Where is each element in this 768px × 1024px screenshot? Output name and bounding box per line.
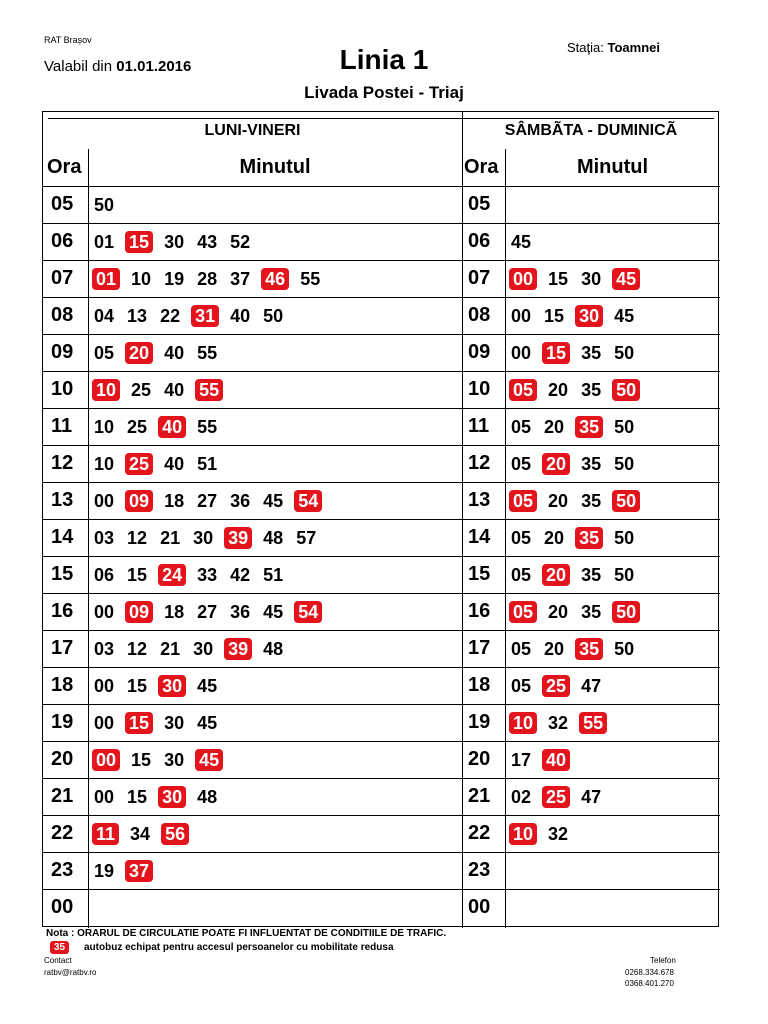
weekend-hour-cell: 08 xyxy=(468,304,491,326)
departure-minute: 05 xyxy=(511,527,532,548)
weekday-hour-cell: 15 xyxy=(51,563,74,585)
weekday-hour-cell: 07 xyxy=(51,267,74,289)
departure-minute: 51 xyxy=(263,564,284,585)
departure-minute: 51 xyxy=(197,453,218,474)
table-row xyxy=(43,667,720,704)
departure-minute: 20 xyxy=(548,601,569,622)
accessible-departure: 35 xyxy=(575,416,603,438)
accessible-departure: 31 xyxy=(191,305,219,327)
departure-minute: 40 xyxy=(164,379,185,400)
weekday-minutes-cell xyxy=(92,371,462,408)
accessible-departure: 09 xyxy=(125,601,153,623)
departure-minute: 10 xyxy=(131,268,152,289)
weekday-hour-cell: 13 xyxy=(51,489,74,511)
accessible-departure: 00 xyxy=(509,268,537,290)
accessible-departure: 40 xyxy=(542,749,570,771)
contact-email[interactable]: ratbv@ratbv.ro xyxy=(44,968,97,977)
departure-minute: 48 xyxy=(263,638,284,659)
weekend-hour-cell: 21 xyxy=(468,785,491,807)
departure-minute: 05 xyxy=(511,638,532,659)
weekday-hour-cell: 00 xyxy=(51,896,74,918)
weekend-hour-cell: 15 xyxy=(468,563,491,585)
accessible-departure: 09 xyxy=(125,490,153,512)
route-name: Livada Postei - Triaj xyxy=(304,83,464,102)
weekend-minutes-cell xyxy=(509,778,719,815)
weekday-hour-cell: 06 xyxy=(51,230,74,252)
departure-minute: 15 xyxy=(127,564,148,585)
departure-minute: 25 xyxy=(127,416,148,437)
accessible-departure: 35 xyxy=(575,527,603,549)
table-row xyxy=(43,297,720,334)
departure-minute: 00 xyxy=(94,712,115,733)
weekday-hour-cell: 10 xyxy=(51,378,74,400)
weekend-minutes-cell xyxy=(509,630,719,667)
weekday-minutes-cell xyxy=(92,482,462,519)
accessible-departure: 05 xyxy=(509,379,537,401)
weekday-hour-cell: 12 xyxy=(51,452,74,474)
weekend-minutes-cell xyxy=(509,186,719,223)
departure-minute: 36 xyxy=(230,601,251,622)
departure-minute: 12 xyxy=(127,527,148,548)
weekend-hour-cell: 17 xyxy=(468,637,491,659)
table-row xyxy=(43,741,720,778)
weekend-minutes-cell xyxy=(509,556,719,593)
accessible-departure: 50 xyxy=(612,379,640,401)
accessible-departure: 45 xyxy=(195,749,223,771)
departure-minute: 25 xyxy=(131,379,152,400)
weekend-minute-col: Minutul xyxy=(576,156,649,178)
accessible-departure: 46 xyxy=(261,268,289,290)
weekday-hour-cell: 21 xyxy=(51,785,74,807)
accessible-departure: 05 xyxy=(509,601,537,623)
weekend-minutes-cell xyxy=(509,223,719,260)
accessible-departure: 10 xyxy=(509,712,537,734)
departure-minute: 50 xyxy=(614,342,635,363)
weekend-minutes-cell xyxy=(509,260,719,297)
table-row xyxy=(43,556,720,593)
accessible-departure: 25 xyxy=(542,786,570,808)
departure-minute: 06 xyxy=(94,564,115,585)
accessible-departure: 01 xyxy=(92,268,120,290)
weekend-minutes-cell xyxy=(509,445,719,482)
weekday-hour-cell: 22 xyxy=(51,822,74,844)
table-row xyxy=(43,371,720,408)
accessible-departure: 20 xyxy=(542,564,570,586)
accessible-departure: 50 xyxy=(612,601,640,623)
accessible-departure: 00 xyxy=(92,749,120,771)
table-row xyxy=(43,704,720,741)
departure-minute: 13 xyxy=(127,305,148,326)
departure-minute: 45 xyxy=(614,305,635,326)
weekday-hour-cell: 23 xyxy=(51,859,74,881)
weekday-minutes-cell xyxy=(92,297,462,334)
departure-minute: 50 xyxy=(614,638,635,659)
table-row xyxy=(43,778,720,815)
departure-minute: 47 xyxy=(581,675,602,696)
departure-minute: 17 xyxy=(511,749,532,770)
weekend-minutes-cell xyxy=(509,371,719,408)
weekday-hour-cell: 09 xyxy=(51,341,74,363)
departure-minute: 35 xyxy=(581,453,602,474)
timetable xyxy=(42,111,719,927)
weekend-minutes-cell xyxy=(509,889,719,926)
departure-minute: 02 xyxy=(511,786,532,807)
departure-minute: 50 xyxy=(614,564,635,585)
weekend-hour-cell: 11 xyxy=(468,415,490,437)
departure-minute: 21 xyxy=(160,527,181,548)
weekend-minutes-cell xyxy=(509,334,719,371)
accessible-departure: 11 xyxy=(92,823,119,845)
valid-label: Valabil din xyxy=(44,58,113,75)
departure-minute: 30 xyxy=(193,527,214,548)
weekday-minutes-cell xyxy=(92,630,462,667)
table-row xyxy=(43,334,720,371)
weekend-hour-cell: 18 xyxy=(468,674,491,696)
departure-minute: 36 xyxy=(230,490,251,511)
weekend-header xyxy=(462,112,720,149)
departure-minute: 35 xyxy=(581,601,602,622)
departure-minute: 20 xyxy=(548,379,569,400)
departure-minute: 22 xyxy=(160,305,181,326)
departure-minute: 19 xyxy=(164,268,185,289)
weekend-title: SÂMBÃTA - DUMINICÃ xyxy=(504,121,678,139)
accessible-departure: 15 xyxy=(542,342,570,364)
table-row xyxy=(43,593,720,630)
accessible-departure: 35 xyxy=(575,638,603,660)
weekday-minutes-cell xyxy=(92,593,462,630)
departure-minute: 01 xyxy=(94,231,115,252)
weekend-hour-cell: 10 xyxy=(468,378,491,400)
accessible-departure: 40 xyxy=(158,416,186,438)
departure-minute: 30 xyxy=(581,268,602,289)
accessible-departure: 54 xyxy=(294,601,322,623)
weekday-hour-cell: 14 xyxy=(51,526,74,548)
departure-minute: 55 xyxy=(197,416,218,437)
weekend-hour-cell: 06 xyxy=(468,230,491,252)
departure-minute: 00 xyxy=(511,305,532,326)
departure-minute: 03 xyxy=(94,638,115,659)
departure-minute: 50 xyxy=(614,416,635,437)
departure-minute: 05 xyxy=(511,675,532,696)
station-label: Staţia: xyxy=(567,40,604,55)
departure-minute: 10 xyxy=(94,416,115,437)
departure-minute: 18 xyxy=(164,490,185,511)
departure-minute: 48 xyxy=(263,527,284,548)
weekday-minutes-cell xyxy=(92,741,462,778)
accessible-departure: 25 xyxy=(125,453,153,475)
weekend-hour-cell: 05 xyxy=(468,193,491,215)
line-title: Linia 1 xyxy=(339,44,429,75)
departure-minute: 50 xyxy=(614,527,635,548)
accessible-departure: 45 xyxy=(612,268,640,290)
table-row xyxy=(43,519,720,556)
accessible-departure: 50 xyxy=(612,490,640,512)
departure-minute: 50 xyxy=(614,453,635,474)
departure-minute: 20 xyxy=(544,416,565,437)
departure-minute: 45 xyxy=(511,231,532,252)
departure-minute: 30 xyxy=(164,749,185,770)
departure-minute: 45 xyxy=(197,712,218,733)
departure-minute: 27 xyxy=(197,490,218,511)
departure-minute: 00 xyxy=(511,342,532,363)
departure-minute: 00 xyxy=(94,675,115,696)
weekend-hour-cell: 09 xyxy=(468,341,491,363)
weekday-hour-cell: 11 xyxy=(51,415,73,437)
weekday-minutes-cell xyxy=(92,778,462,815)
weekday-minutes-cell xyxy=(92,223,462,260)
table-row xyxy=(43,223,720,260)
weekend-hour-col: Ora xyxy=(464,156,499,178)
departure-minute: 00 xyxy=(94,601,115,622)
weekday-minutes-cell xyxy=(92,260,462,297)
weekday-minutes-cell xyxy=(92,815,462,852)
weekend-minutes-cell xyxy=(509,482,719,519)
departure-minute: 45 xyxy=(197,675,218,696)
departure-minute: 37 xyxy=(230,268,251,289)
accessible-departure: 56 xyxy=(161,823,189,845)
accessible-departure: 05 xyxy=(509,490,537,512)
accessible-departure: 30 xyxy=(158,675,186,697)
accessible-departure: 20 xyxy=(542,453,570,475)
weekday-hour-cell: 05 xyxy=(51,193,74,215)
weekend-minutes-cell xyxy=(509,519,719,556)
weekday-hour-cell: 18 xyxy=(51,674,74,696)
weekday-header xyxy=(43,112,462,149)
accessible-departure: 24 xyxy=(158,564,186,586)
departure-minute: 15 xyxy=(131,749,152,770)
departure-minute: 15 xyxy=(127,786,148,807)
weekend-hour-cell: 13 xyxy=(468,489,491,511)
departure-minute: 33 xyxy=(197,564,218,585)
departure-minute: 55 xyxy=(300,268,321,289)
departure-minute: 05 xyxy=(511,564,532,585)
departure-minute: 03 xyxy=(94,527,115,548)
weekday-hour-cell: 20 xyxy=(51,748,74,770)
table-row xyxy=(43,186,720,223)
departure-minute: 00 xyxy=(94,786,115,807)
weekday-hour-cell: 08 xyxy=(51,304,74,326)
weekend-hour-cell: 22 xyxy=(468,822,491,844)
departure-minute: 50 xyxy=(94,194,115,215)
departure-minute: 32 xyxy=(548,823,569,844)
departure-minute: 45 xyxy=(263,601,284,622)
departure-minute: 10 xyxy=(94,453,115,474)
departure-minute: 43 xyxy=(197,231,218,252)
weekday-minutes-cell xyxy=(92,852,462,889)
weekday-hour-divider xyxy=(88,149,89,928)
weekend-hour-divider xyxy=(505,149,506,928)
weekday-minutes-cell xyxy=(92,445,462,482)
weekday-minutes-cell xyxy=(92,334,462,371)
phone-number-1[interactable]: 0268.334.678 xyxy=(625,968,674,977)
departure-minute: 52 xyxy=(230,231,251,252)
weekday-minutes-cell xyxy=(92,408,462,445)
departure-minute: 45 xyxy=(263,490,284,511)
departure-minute: 04 xyxy=(94,305,115,326)
weekday-minutes-cell xyxy=(92,667,462,704)
weekday-hour-col: Ora xyxy=(47,156,82,178)
traffic-note: Nota : ORARUL DE CIRCULATIE POATE FI INFLUENTAT DE CONDITIILE DE TRAFIC. xyxy=(46,928,447,939)
weekend-minutes-cell xyxy=(509,704,719,741)
departure-minute: 42 xyxy=(230,564,251,585)
weekend-minutes-cell xyxy=(509,852,719,889)
section-divider xyxy=(462,112,463,928)
weekend-hour-cell: 00 xyxy=(468,896,491,918)
accessible-departure: 15 xyxy=(125,712,153,734)
table-row xyxy=(43,852,720,889)
weekday-minutes-cell xyxy=(92,704,462,741)
weekday-hour-cell: 16 xyxy=(51,600,74,622)
weekday-hour-cell: 17 xyxy=(51,637,74,659)
weekday-title: LUNI-VINERI xyxy=(204,121,301,139)
accessible-departure: 15 xyxy=(125,231,153,253)
weekday-minutes-cell xyxy=(92,519,462,556)
departure-minute: 47 xyxy=(581,786,602,807)
contact-label: Contact xyxy=(44,956,72,965)
accessible-departure: 54 xyxy=(294,490,322,512)
departure-minute: 12 xyxy=(127,638,148,659)
departure-minute: 40 xyxy=(164,453,185,474)
accessible-departure: 55 xyxy=(195,379,223,401)
departure-minute: 20 xyxy=(544,638,565,659)
departure-minute: 30 xyxy=(164,231,185,252)
accessible-departure: 10 xyxy=(92,379,120,401)
accessible-departure: 39 xyxy=(224,638,252,660)
departure-minute: 32 xyxy=(548,712,569,733)
departure-minute: 35 xyxy=(581,564,602,585)
departure-minute: 20 xyxy=(544,527,565,548)
table-row xyxy=(43,889,720,926)
accessible-departure: 30 xyxy=(158,786,186,808)
phone-label: Telefon xyxy=(650,956,676,965)
table-row xyxy=(43,630,720,667)
accessible-legend-text: autobuz echipat pentru accesul persoanelor cu mobilitate redusa xyxy=(84,942,394,953)
accessible-departure: 39 xyxy=(224,527,252,549)
departure-minute: 35 xyxy=(581,490,602,511)
departure-minute: 28 xyxy=(197,268,218,289)
weekend-hour-cell: 23 xyxy=(468,859,491,881)
departure-minute: 35 xyxy=(581,379,602,400)
departure-minute: 15 xyxy=(548,268,569,289)
table-row xyxy=(43,408,720,445)
weekend-minutes-cell xyxy=(509,593,719,630)
weekend-hour-cell: 19 xyxy=(468,711,491,733)
weekday-hour-cell: 19 xyxy=(51,711,74,733)
departure-minute: 00 xyxy=(94,490,115,511)
table-row xyxy=(43,815,720,852)
weekend-minutes-cell xyxy=(509,297,719,334)
phone-number-2[interactable]: 0368.401.270 xyxy=(625,979,674,988)
departure-minute: 55 xyxy=(197,342,218,363)
accessible-departure: 55 xyxy=(579,712,607,734)
departure-minute: 18 xyxy=(164,601,185,622)
departure-minute: 40 xyxy=(230,305,251,326)
departure-minute: 05 xyxy=(511,453,532,474)
departure-minute: 05 xyxy=(94,342,115,363)
weekend-minutes-cell xyxy=(509,667,719,704)
accessible-departure: 20 xyxy=(125,342,153,364)
weekend-hour-cell: 14 xyxy=(468,526,491,548)
departure-minute: 20 xyxy=(548,490,569,511)
valid-date: 01.01.2016 xyxy=(116,58,192,75)
weekend-minutes-cell xyxy=(509,741,719,778)
table-row xyxy=(43,445,720,482)
departure-minute: 40 xyxy=(164,342,185,363)
weekend-minutes-cell xyxy=(509,408,719,445)
weekend-hour-cell: 12 xyxy=(468,452,491,474)
weekend-minutes-cell xyxy=(509,815,719,852)
departure-minute: 15 xyxy=(127,675,148,696)
departure-minute: 35 xyxy=(581,342,602,363)
departure-minute: 30 xyxy=(193,638,214,659)
table-row xyxy=(43,260,720,297)
departure-minute: 21 xyxy=(160,638,181,659)
departure-minute: 34 xyxy=(130,823,151,844)
departure-minute: 15 xyxy=(544,305,565,326)
station-name: Toamnei xyxy=(607,40,660,55)
departure-minute: 27 xyxy=(197,601,218,622)
accessible-departure: 10 xyxy=(509,823,537,845)
accessible-departure: 30 xyxy=(575,305,603,327)
accessible-departure: 37 xyxy=(125,860,153,882)
departure-minute: 05 xyxy=(511,416,532,437)
departure-minute: 57 xyxy=(296,527,317,548)
weekday-minute-col: Minutul xyxy=(239,156,311,178)
weekday-minutes-cell xyxy=(92,556,462,593)
weekend-hour-cell: 16 xyxy=(468,600,491,622)
departure-minute: 19 xyxy=(94,860,115,881)
table-row xyxy=(43,482,720,519)
departure-minute: 50 xyxy=(263,305,284,326)
departure-minute: 48 xyxy=(197,786,218,807)
accessible-departure: 25 xyxy=(542,675,570,697)
weekday-minutes-cell xyxy=(92,186,462,223)
weekend-hour-cell: 20 xyxy=(468,748,491,770)
accessible-legend-badge: 35 xyxy=(50,941,69,954)
departure-minute: 30 xyxy=(164,712,185,733)
operator-name: RAT Brașov xyxy=(44,35,92,45)
weekend-hour-cell: 07 xyxy=(468,267,491,289)
weekday-minutes-cell xyxy=(92,889,462,926)
